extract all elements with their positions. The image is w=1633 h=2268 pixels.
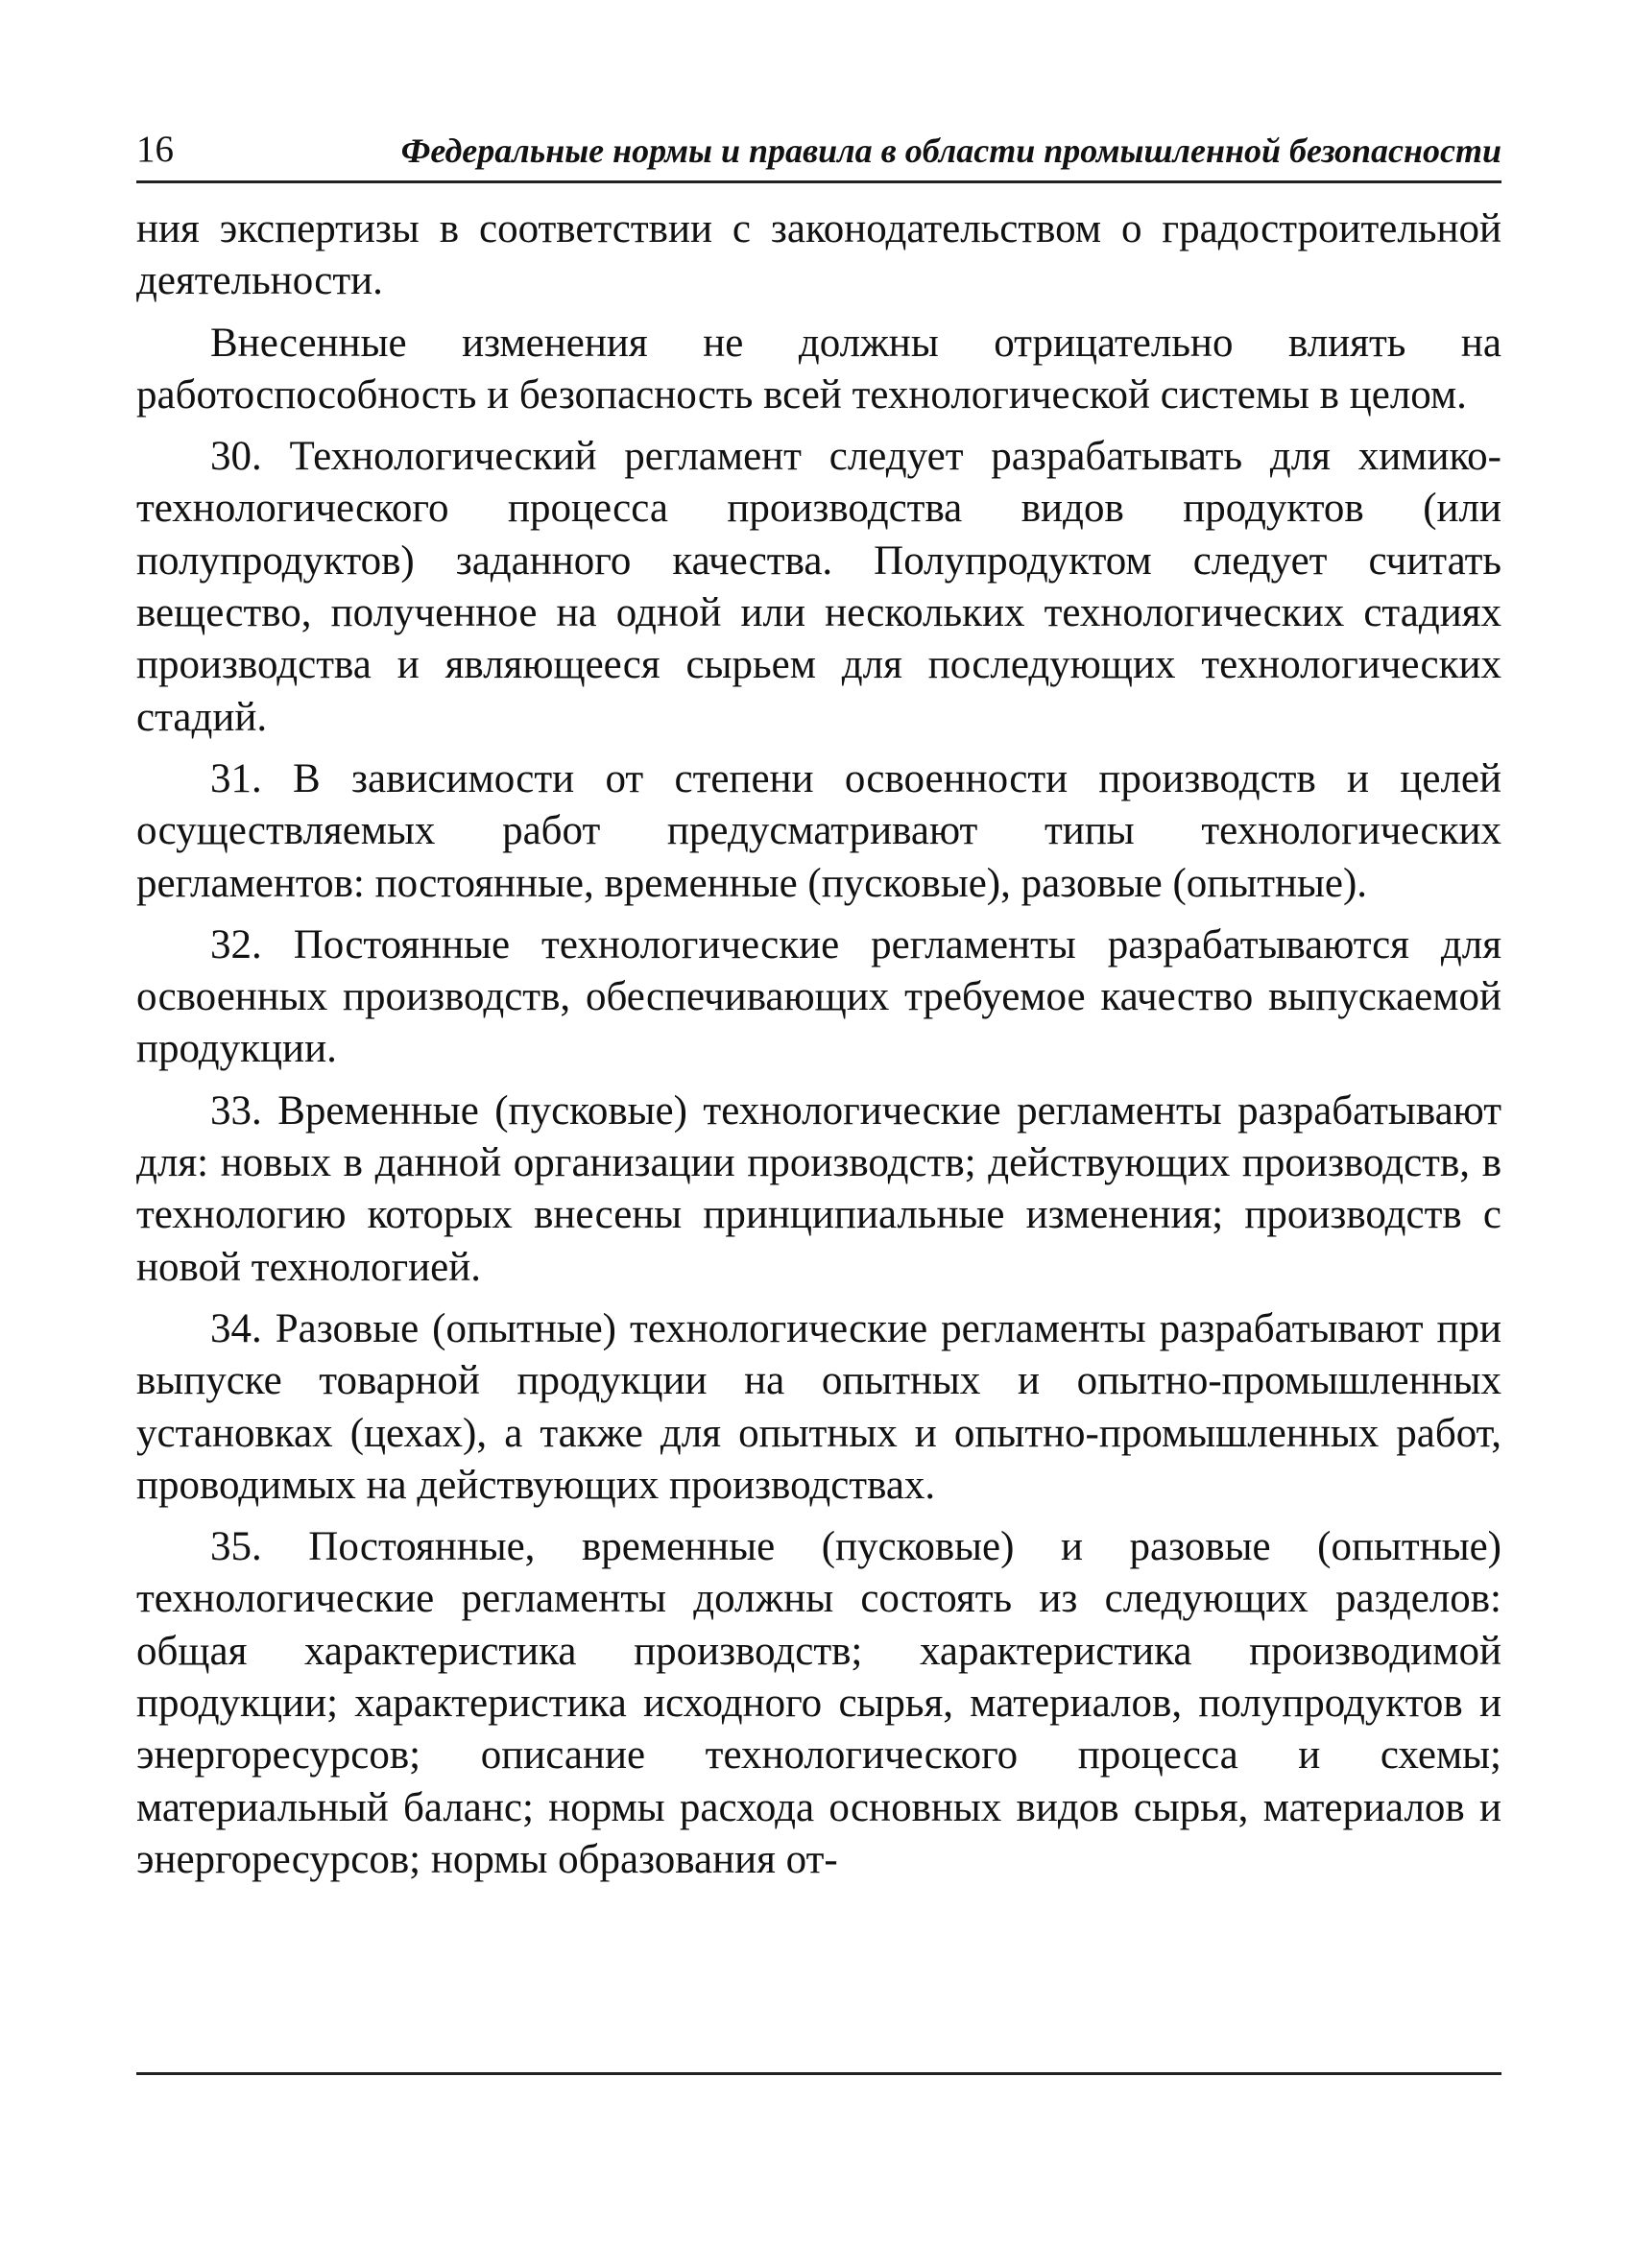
paragraph-item-31: 31. В зависимости от степени освоенности производств и целей осуществляемых работ предусматривают типы технологических регламентов: постоянные, временные (пусковые), разовые (опытные). [136,755,1501,906]
body-text [136,203,1501,1886]
paragraph-item-30: 30. Технологический регламент следует разрабатывать для химико-технологического процесса производства видов продуктов (или полупродуктов) заданного качества. Полупродуктом следует считать вещество, полученное на одной или нескольких технологических стадиях производства и являющееся сырьем для последующих технологических стадий. [136,434,1501,740]
running-title: Федеральные нормы и правила в области промышленной безопасности [400,131,1501,170]
page-number: 16 [136,129,174,170]
paragraph-item-32: 32. Постоянные технологические регламенты разрабатываются для освоенных производств, обеспечивающих требуемое качество выпускаемой продукции. [136,921,1501,1072]
paragraph-continuation: ния экспертизы в соответствии с законодательством о градостроительной деятельности. [136,206,1501,304]
paragraph-item-33: 33. Временные (пусковые) технологические регламенты разрабатывают для: новых в данной организации производств; действующих производств, в технологию которых внесены принципиальные изменения; производств с новой технологией. [136,1087,1501,1290]
paragraph-item-35: 35. Постоянные, временные (пусковые) и разовые (опытные) технологические регламенты должны состоять из следующих разделов: общая характеристика производств; характеристика производимой продукции; характеристика исходного сырья, материалов, полупродуктов и энергоресурсов; описание технологического процесса и схемы; материальный баланс; нормы расхода основных видов сырья, материалов и энергоресурсов; нормы образования от- [136,1524,1501,1882]
paragraph-changes: Внесенные изменения не должны отрицательно влиять на работоспособность и безопасность всей технологической системы в целом. [136,320,1501,418]
page-header [136,121,1501,183]
paragraph-item-34: 34. Разовые (опытные) технологические регламенты разрабатывают при выпуске товарной продукции на опытных и опытно-промышленных установках (цехах), а также для опытных и опытно-промышленных работ, проводимых на действующих производствах. [136,1305,1501,1508]
footer-rule [136,2072,1501,2075]
